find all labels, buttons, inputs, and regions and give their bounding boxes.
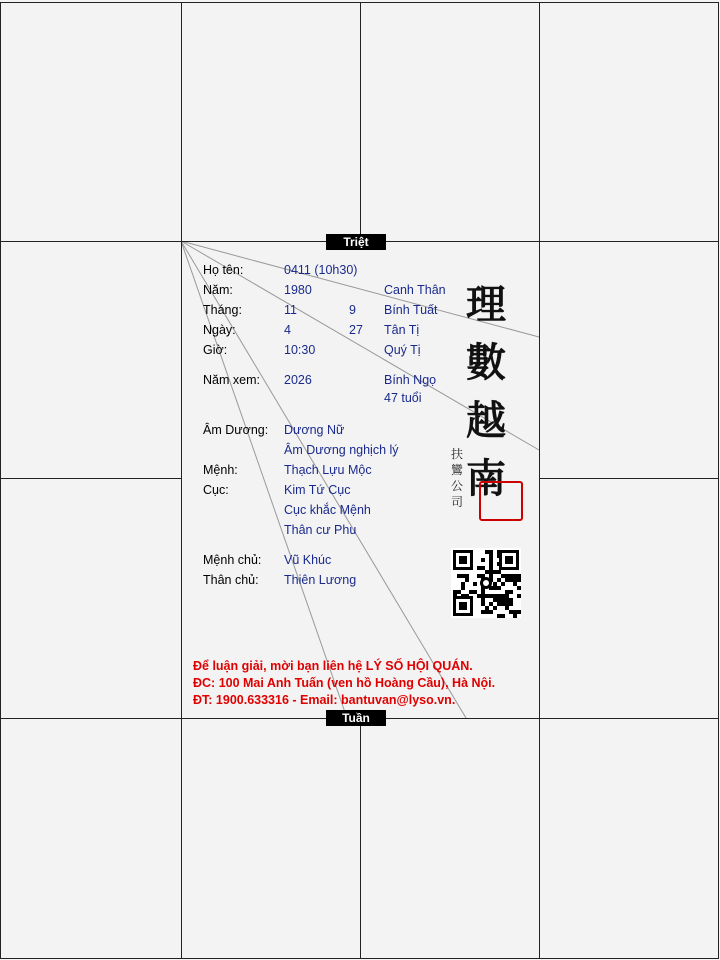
info-value: 10:30 [284, 343, 316, 357]
palace-cell-phucduc[interactable] [360, 2, 540, 242]
palace-footer [7, 696, 176, 710]
palace-header [188, 15, 355, 31]
palace-header [7, 491, 176, 507]
info-value: 11 [284, 303, 297, 317]
info-label: Năm xem: [203, 373, 260, 387]
palace-cell-menh[interactable] [0, 2, 182, 242]
advert-line: ĐT: 1900.633316 - Email: bantuvan@lyso.vn. [193, 693, 456, 707]
amduong-note: Âm Dương nghịch lý [284, 443, 399, 457]
palace-header [546, 731, 713, 747]
than-chu-value: Thiên Lương [284, 573, 357, 587]
cuc-value: Cục khắc Mệnh [284, 503, 371, 517]
amduong-label: Âm Dương: [203, 423, 269, 437]
palace-header [7, 15, 176, 31]
palace-cell-thiendi[interactable] [539, 718, 719, 959]
logo-char: 南 [466, 455, 506, 502]
palace-header [367, 15, 534, 31]
cuc-value: Kim Tứ Cục [284, 483, 351, 497]
palace-footer [7, 456, 176, 470]
info-value: 1980 [284, 283, 312, 297]
palace-cell-quanloc[interactable] [539, 241, 719, 479]
palace-header [188, 731, 355, 747]
palace-cell-tatach[interactable] [360, 718, 540, 959]
palace-cell-phumau[interactable] [181, 2, 361, 242]
info-canchi: Quý Tị [384, 343, 421, 357]
info-value: 4 [284, 323, 291, 337]
palace-cell-taibach[interactable] [181, 718, 361, 959]
palace-header [7, 254, 176, 270]
palace-header [546, 254, 713, 270]
info-canchi: Bính Ngọ [384, 373, 437, 387]
palace-cell-phuquan[interactable] [0, 478, 182, 719]
info-canchi: Tân Tị [384, 323, 420, 337]
advert-line: ĐC: 100 Mai Anh Tuấn (ven hồ Hoàng Cầu), Hà Nội. [193, 676, 496, 690]
than-chu-label: Thân chủ: [203, 573, 259, 587]
info-label: Ngày: [203, 323, 236, 337]
menh-value: Thạch Lựu Mộc [284, 463, 372, 477]
tuan-label: Tuần [326, 710, 386, 726]
palace-footer [367, 219, 534, 233]
red-seal [479, 481, 523, 521]
palace-header [7, 731, 176, 747]
palace-header [546, 15, 713, 31]
info-canchi: Bính Tuất [384, 303, 438, 317]
menh-chu-label: Mệnh chủ: [203, 553, 262, 567]
palace-footer [367, 936, 534, 950]
info-lunar: 27 [349, 323, 363, 337]
palace-header [367, 731, 534, 747]
seal-stamp: 扶鸞公司 [451, 447, 464, 509]
palace-footer [546, 219, 713, 233]
palace-footer [546, 936, 713, 950]
logo-char: 理 [466, 281, 506, 328]
triet-label: Triệt [326, 234, 386, 250]
amduong-value: Dương Nữ [284, 423, 345, 437]
info-value: 0411 (10h30) [284, 263, 358, 277]
advert-line: Để luận giải, mời bạn liên hệ LÝ SỐ HỘI QUÁN. [193, 659, 473, 673]
info-value: 2026 [284, 373, 312, 387]
info-lunar: 9 [349, 303, 356, 317]
palace-footer [188, 219, 355, 233]
info-label: Giờ: [203, 343, 228, 357]
center-info-panel [181, 241, 539, 718]
logo-char: 數 [466, 339, 506, 386]
palace-cell-nuboc[interactable] [539, 478, 719, 719]
palace-footer [546, 456, 713, 470]
palace-cell-huynhde[interactable] [0, 241, 182, 479]
logo-char: 越 [466, 397, 506, 444]
age-now: 47 tuổi [384, 391, 422, 405]
info-label: Năm: [203, 283, 233, 297]
palace-footer [188, 936, 355, 950]
cuc-label: Cục: [203, 483, 229, 497]
palace-footer [546, 696, 713, 710]
cuc-value: Thân cư Phu [284, 523, 357, 537]
info-label: Tháng: [203, 303, 242, 317]
info-canchi: Canh Thân [384, 283, 446, 297]
palace-cell-tutuc[interactable] [0, 718, 182, 959]
qr-code[interactable] [451, 548, 521, 618]
palace-footer [7, 219, 176, 233]
info-label: Họ tên: [203, 263, 244, 277]
palace-cell-dientrach[interactable] [539, 2, 719, 242]
palace-footer [7, 936, 176, 950]
menh-label: Mệnh: [203, 463, 238, 477]
menh-chu-value: Vũ Khúc [284, 553, 332, 567]
palace-header [546, 491, 713, 507]
